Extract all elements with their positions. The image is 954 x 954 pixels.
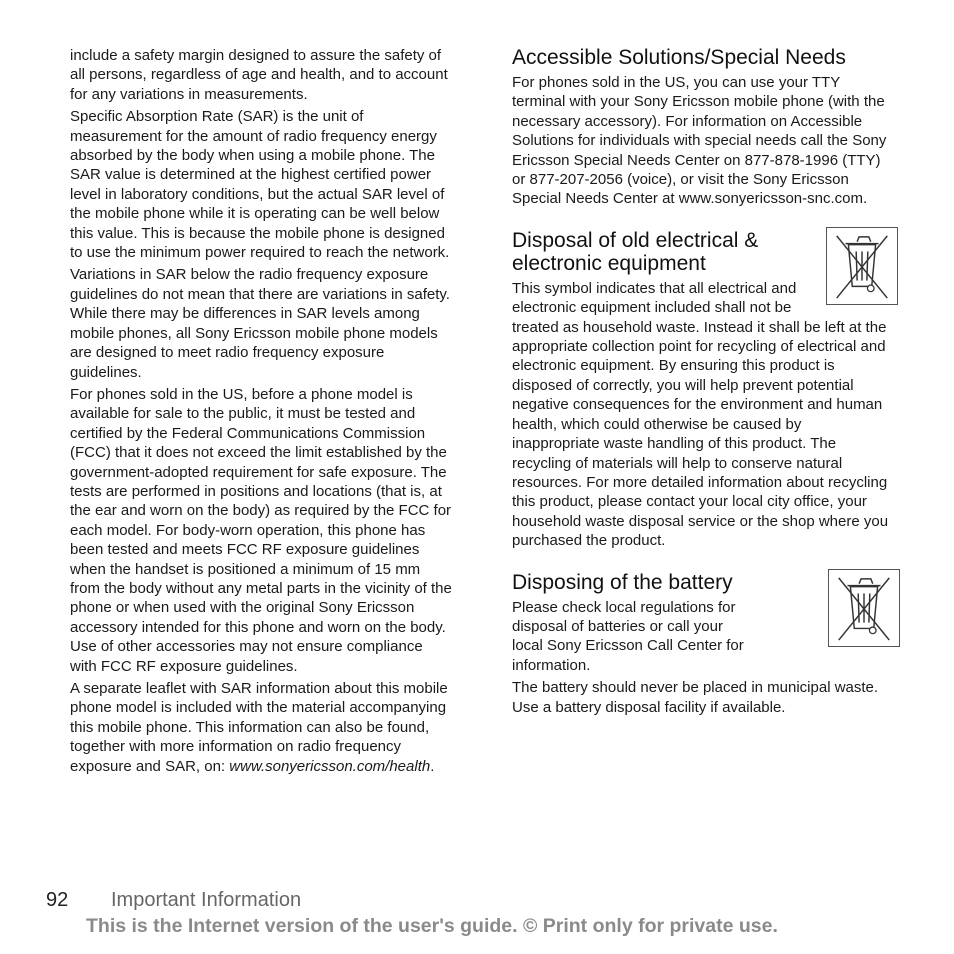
accessible-solutions-section xyxy=(512,46,892,209)
right-column xyxy=(512,46,892,737)
paragraph-sar-variations: Variations in SAR below the radio frequency exposure guidelines do not mean that there are variations in safety. While there may be differences in SAR levels among mobile phones, all Sony Ericsson mobile phone models are designed to meet radio frequency exposure guidelines. xyxy=(70,266,450,381)
crossed-out-wheelie-bin-icon xyxy=(826,227,898,305)
url-suffix: . xyxy=(430,757,435,775)
left-column xyxy=(70,46,452,779)
crossed-out-wheelie-bin-icon xyxy=(828,569,900,647)
battery-section xyxy=(512,571,892,717)
accessible-solutions-heading: Accessible Solutions/Special Needs xyxy=(512,46,846,69)
accessible-solutions-text: For phones sold in the US, you can use your TTY terminal with your Sony Ericsson mobile phone (with the necessary accessory). For information on Accessible Solutions for individuals with special needs call the Sony Ericsson Special Needs Center on 877-878-1996 (TTY) or 877-207-2056 (voice), or visit the Sony Ericsson Special Needs Center at www.sonyericsson-snc.com. xyxy=(512,74,887,208)
page-number: 92 xyxy=(46,889,69,911)
leaflet-text: A separate leaflet with SAR information about this mobile phone model is included with the material accompanying this mobile phone. This information can also be found, together with more information on radio frequency exposure and SAR, on: xyxy=(70,680,448,775)
paragraph-fcc-testing: For phones sold in the US, before a phone model is available for sale to the public, it must be tested and certified by the Federal Communications Commission (FCC) that it does not exceed the limit established by the government-adopted requirement for safe exposure. The tests are performed in positions and locations (that is, at the ear and worn on the body) as required by the FCC for each model. For body-worn operation, this phone has been tested and meets FCC RF exposure guidelines when the handset is positioned a minimum of 15 mm from the body without any metal parts in the vicinity of the phone or when used with the original Sony Ericsson accessory intended for this phone and worn on the body. Use of other accessories may not ensure compliance with FCC RF exposure guidelines. xyxy=(70,385,452,675)
battery-heading: Disposing of the battery xyxy=(512,570,733,594)
battery-text-1: Please check local regulations for disposal of batteries or call your local Sony Ericsson Call Center for information. xyxy=(512,598,744,674)
internet-version-notice: This is the Internet version of the user's guide. © Print only for private use. xyxy=(86,915,778,937)
disposal-text: This symbol indicates that all electrical and electronic equipment included shall not be treated as household waste. Instead it shall be left at the appropriate collection point for recycling of electrical and electronic equipment. By ensuring this product is disposed of correctly, you will help prevent potential negative consequences for the environment and human health, which could otherwise be caused by inappropriate waste handling of this product. The recycling of materials will help to conserve natural resources. For more detailed information about recycling this product, please contact your local city office, your household waste disposal service or the shop where you purchased the product. xyxy=(512,279,889,550)
section-title: Important Information xyxy=(111,889,302,911)
paragraph-sar-leaflet xyxy=(70,679,452,776)
disposal-heading: Disposal of old electrical & electronic equipment xyxy=(512,228,759,275)
paragraph-sar-definition: Specific Absorption Rate (SAR) is the unit of measurement for the amount of radio frequency energy absorbed by the body when using a mobile phone. The SAR value is determined at the highest certified power level in laboratory conditions, but the actual SAR level of the mobile phone while it is operating can be well below this value. This is because the mobile phone is designed to use the minimum power required to reach the network. xyxy=(70,108,450,262)
paragraph-safety-margin: include a safety margin designed to assure the safety of all persons, regardless of age and health, and to account for any variations in measurements. xyxy=(70,47,448,103)
disposal-section xyxy=(512,229,892,551)
battery-text-2: The battery should never be placed in municipal waste. Use a battery disposal facility if available. xyxy=(512,679,879,716)
health-url: www.sonyericsson.com/health xyxy=(229,757,431,775)
